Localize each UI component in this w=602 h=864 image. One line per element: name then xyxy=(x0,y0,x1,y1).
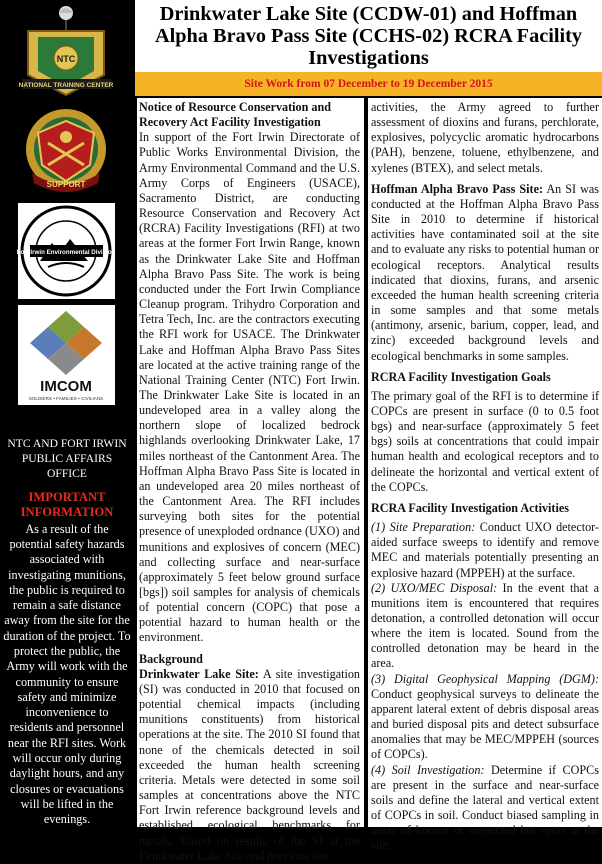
activity-text: In the event that a munitions item is encountered that requires detonation, a controlled detonation will occur where the item is located. Sound from the controlled detonation may be heard in the area. xyxy=(371,580,599,671)
activity-text: Conduct UXO detector-aided surface sweeps to identify and remove MEC and materials potentially presenting an explosive hazard (MPPEH) at the surface. xyxy=(371,520,599,580)
background-heading: Background xyxy=(139,651,203,666)
activity-item xyxy=(371,581,599,672)
national-training-center-logo xyxy=(18,3,115,97)
drinkwater-label: Drinkwater Lake Site: xyxy=(139,666,259,681)
fort-irwin-environmental-division-logo xyxy=(18,203,115,299)
activity-label: (2) UXO/MEC Disposal: xyxy=(371,580,498,595)
activity-item xyxy=(371,763,599,854)
support-insignia-logo xyxy=(18,103,115,196)
hoffman-label: Hoffman Alpha Bravo Pass Site: xyxy=(371,181,544,196)
important-heading: IMPORTANT INFORMATION xyxy=(20,489,114,519)
hoffman-body: An SI was conducted at the Hoffman Alpha Bravo Pass Site in 2010 to determine if historical activities have contaminated soil at the site and to evaluate any risks to potential human or ecological receptors. Analytical results indicated that dioxins, furans, and arsenic exceeded the human health screening criteria in some samples and that some metals (antimony, arsenic, barium, copper, lead, and zinc) exceeded background levels and ecological benchmarks in some samples. xyxy=(371,181,600,363)
activity-item xyxy=(371,520,599,581)
notice-body: In support of the Fort Irwin Directorate of Public Works Environmental Division, the Army Environmental Command and the U.S. Army Corps of Engineers (USACE), Sacramento District, are conducting Resource Conservation and Recovery Act (RCRA) Facility Investigations (RFI) at two areas at the former Fort Irwin Range, known as the Drinkwater Lake Site and Hoffman Alpha Bravo Pass Site. The work is being conducted under the Fort Irwin Compliance Cleanup program. Trihydro Corporation and Tetra Tech, Inc. are the contractors executing the RFI work for USACE. The Drinkwater Lake and Hoffman Alpha Bravo Pass Sites are located at the active training range of the National Training Center (NTC) Fort Irwin. The Drinkwater Lake Site is located in an undeveloped area in a valley along the northern slope of localized bedrock highlands overlooking Drinkwater Lake, 17 miles northeast of the Cantonment Area. The Hoffman Alpha Bravo Pass Site is located in an undeveloped area 20 miles northeast of the Cantonment Area. The RFI includes surveying both sites for the potential presence of unexploded ordnance (UXO) and munitions and explosives of concern (MEC) and collecting surface and near-surface (approximately 5 feet below ground surface [bgs]) soil samples for analysis of chemicals of potential concern (COPC) that pose a potential hazard to human health or the environment. xyxy=(139,130,360,645)
activity-text: Determine if COPCs are present in the surface and near-surface soils and define the lateral and vertical extent of COPCs in soil. Conduct biased sampling in areas of known or suspected hot spots at the site. xyxy=(371,762,600,853)
column-right xyxy=(368,98,602,853)
drinkwater-body: A site investigation (SI) was conducted in 2010 that focused on potential chemical impacts (including munitions constituents) from historical operations at the site. The 2010 SI found that none of the chemicals detected in soil exceeded the human health screening criteria. Metals were detected in some soil samples at concentrations above the NTC Fort Irwin reference background levels and established ecological benchmarks for metals. Based on results of the SI at the Drinkwater Lake Site and previous site xyxy=(139,666,360,863)
imcom-logo xyxy=(18,305,115,405)
imcom-logo-text: IMCOM xyxy=(40,378,92,395)
activity-label: (1) Site Preparation: xyxy=(371,520,476,535)
hoffman-paragraph xyxy=(371,182,599,364)
activity-item xyxy=(371,672,599,763)
support-logo-text: SUPPORT xyxy=(46,180,86,189)
important-body: As a result of the potential safety hazards associated with investigating munitions, the public is required to remain a safe distance away from the site for the duration of the project. To protect the public, the Army will work with the community to ensure safety and minimize inconvenience to residents and personnel near the RFI sites. Work will occur only during daylight hours, and any closures or evacuations will be lifted in the evenings. xyxy=(3,521,131,827)
goals-heading: RCRA Facility Investigation Goals xyxy=(371,369,551,384)
column-left xyxy=(137,98,364,863)
activities-heading: RCRA Facility Investigation Activities xyxy=(371,500,569,515)
public-affairs-office: NTC AND FORT IRWIN PUBLIC AFFAIRS OFFICE xyxy=(7,437,127,481)
svg-text:NTC: NTC xyxy=(56,54,76,64)
ntc-logo-text: NATIONAL TRAINING CENTER xyxy=(18,82,114,89)
header xyxy=(135,0,602,72)
sidebar xyxy=(0,0,135,827)
site-work-banner: Site Work from 07 December to 19 December 2015 xyxy=(135,72,602,96)
imcom-logo-tagline: SOLDIERS • FAMILIES • CIVILIANS xyxy=(28,396,104,401)
drinkwater-paragraph xyxy=(139,667,360,864)
goals-body: The primary goal of the RFI is to determine if COPCs are present in surface (0 to 0.5 foot bgs) and near-surface (approximately 5 feet bgs) soils at concentrations that could impair human health and ecological receptors and to delineate the horizontal and vertical extent of the COPCs. xyxy=(371,388,599,494)
activity-text: Conduct geophysical surveys to delineate the apparent lateral extent of debris disposal areas and buried disposal pits and detect subsurface anomalies that may be MEC/MPPEH (sources of COPCs). xyxy=(371,686,599,762)
activity-label: (3) Digital Geophysical Mapping (DGM): xyxy=(371,671,599,686)
activity-label: (4) Soil Investigation: xyxy=(371,762,485,777)
notice-heading: Notice of Resource Conservation and Recovery Act Facility Investigation xyxy=(139,100,331,130)
sidebar-info xyxy=(3,436,131,828)
env-division-logo-text: Fort Irwin Environmental Division xyxy=(16,249,116,256)
page-title: Drinkwater Lake Site (CCDW-01) and Hoffman Alpha Bravo Pass Site (CCHS-02) RCRA Facility Investigations xyxy=(154,3,583,69)
drinkwater-continued: activities, the Army agreed to further assessment of dioxins and furans, perchlorate, explosives, polycyclic aromatic hydrocarbons (PAH), benzene, toluene, ethylbenzene, and xylenes (BTEX), and select metals. xyxy=(371,100,599,175)
